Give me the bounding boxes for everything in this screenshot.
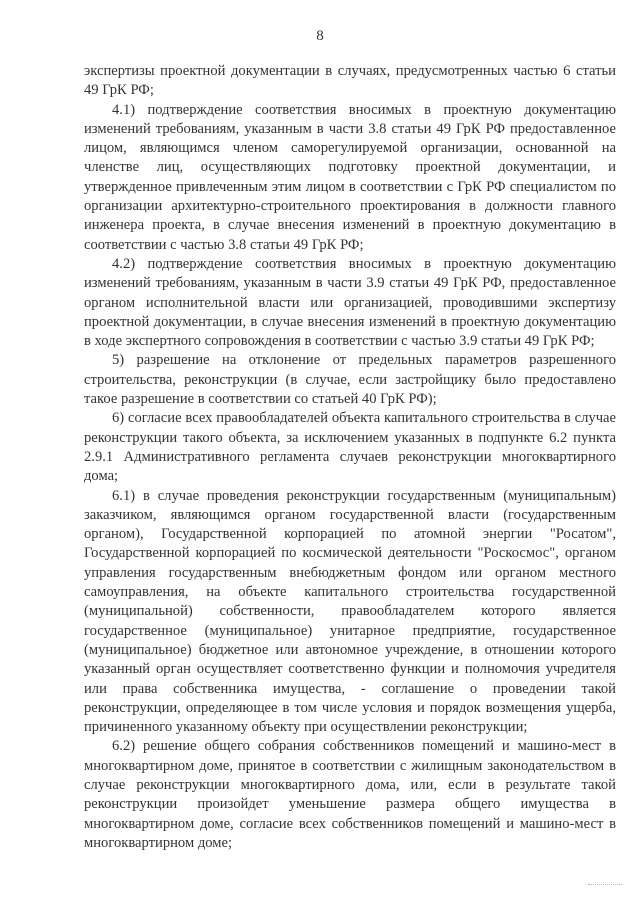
paragraph-4-1: 4.1) подтверждение соответствия вносимых в проектную документацию изменений требованиям, указанным в части 3.8 статьи 49 ГрК РФ предоставленное лицом, являющимся членом саморегулируемой организации, основанной на членстве лиц, осуществляющих подготовку проектной документации, и утвержденное привлеченным этим лицом в соответствии с ГрК РФ специалистом по организации архитектурно-строительного проектирования в должности главного инженера проекта, в случае внесения изменений в проектную документацию в соответствии с частью 3.8 статьи 49 ГрК РФ; (84, 101, 616, 253)
page-number: 8 (316, 28, 324, 44)
paragraph-6: 6) согласие всех правообладателей объекта капитального строительства в случае реконструкции такого объекта, за исключением указанных в подпункте 6.2 пункта 2.9.1 Административного регламента случаев реконструкции многоквартирного дома; (84, 410, 616, 485)
scan-corner-mark (588, 880, 622, 885)
paragraph-6-2: 6.2) решение общего собрания собственников помещений и машино-мест в многоквартирном доме, принятое в соответствии с жилищным законодательством в случае реконструкции многоквартирного дома, или, если в результате такой реконструкции произойдет уменьшение размера общего имущества в многоквартирном доме, согласие всех собственников помещений и машино-мест в многоквартирном доме; (84, 738, 616, 851)
paragraph-5: 5) разрешение на отклонение от предельных параметров разрешенного строительства, реконструкции (в случае, если застройщику было предоставлено такое разрешение в соответствии со статьей 40 ГрК РФ); (84, 352, 616, 408)
paragraph-continuation: экспертизы проектной документации в случаях, предусмотренных частью 6 статьи 49 ГрК РФ; (84, 63, 616, 99)
paragraph-4-2: 4.2) подтверждение соответствия вносимых в проектную документацию изменений требованиям, указанным в части 3.9 статьи 49 ГрК РФ, предоставленное органом исполнительной власти или организацией, проводившими экспертизу проектной документации, в случае внесения изменений в проектную документацию в ходе экспертного сопровождения в соответствии с частью 3.9 статьи 49 ГрК РФ; (84, 255, 616, 350)
paragraph-6-1: 6.1) в случае проведения реконструкции государственным (муниципальным) заказчиком, являющимся органом государственной власти (государственным органом), Государственной корпорацией по атомной энергии "Росатом", Государственной корпорацией по космической деятельности "Роскосмос", органом управления государственным внебюджетным фондом или органом местного самоуправления, на объекте капитального строительства государственной (муниципальной) собственности, правообладателем которого является государственное (муниципальное) унитарное предприятие, государственное (муниципальное) бюджетное или автономное учреждение, в отношении которого указанный орган осуществляет соответственно функции и полномочия учредителя или права собственника имущества, - соглашение о проведении такой реконструкции, определяющее в том числе условия и порядок возмещения ущерба, причиненного указанному объекту при осуществлении реконструкции; (84, 487, 616, 736)
document-body (84, 62, 616, 853)
